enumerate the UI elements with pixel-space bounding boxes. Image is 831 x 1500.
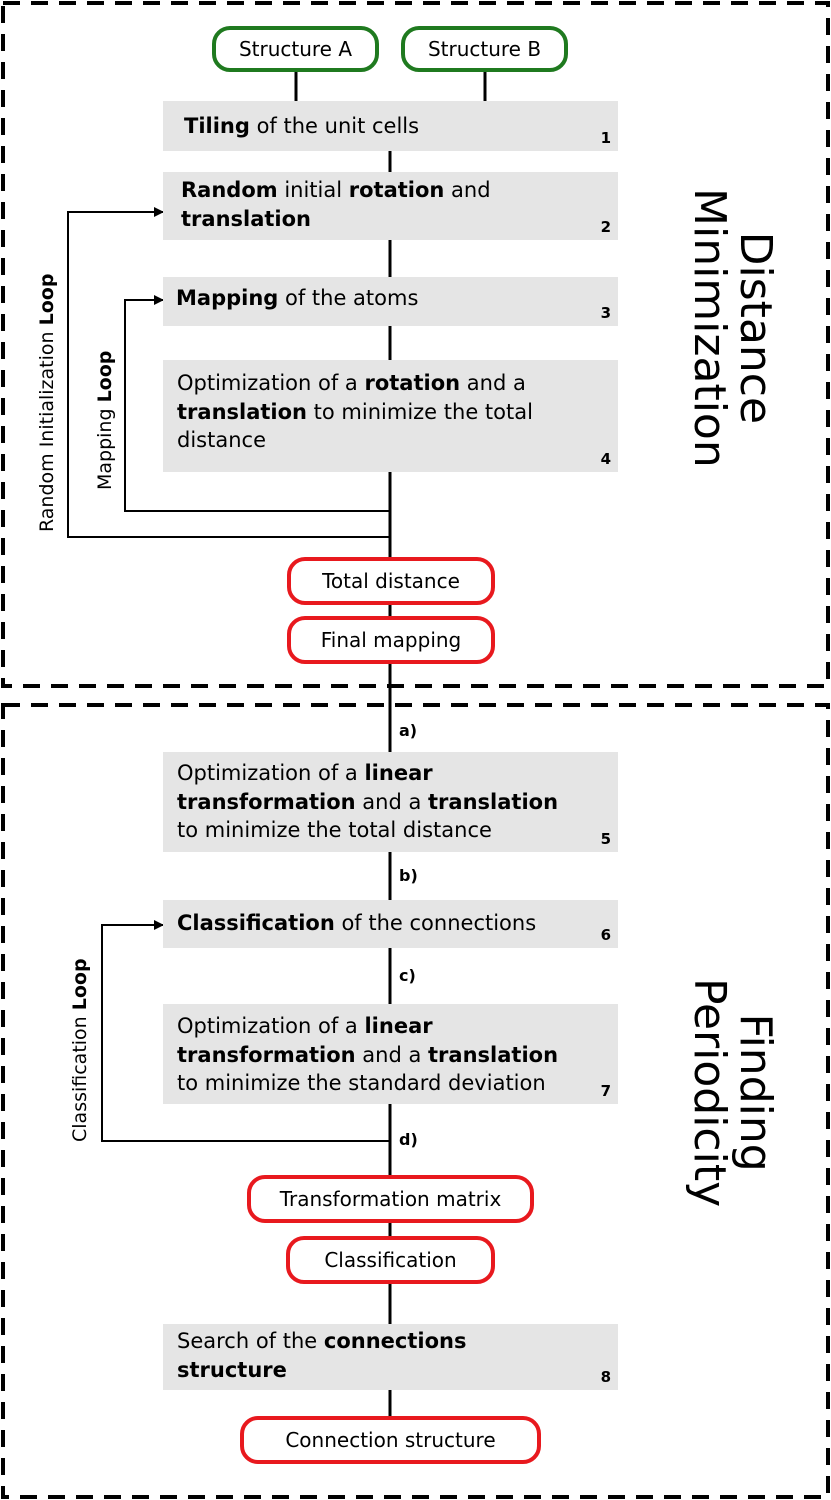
step-6-text: Classification of the connections — [177, 911, 537, 935]
finding-periodicity-title: Finding Periodicity — [684, 978, 781, 1208]
step-1-tiling — [163, 101, 618, 151]
structure-a-node: Structure A — [212, 26, 379, 72]
step-5-text: Optimization of a linear transformation and a translation to minimize the total distance — [177, 761, 559, 842]
random-initialization-loop-label: Random Initialization Loop — [36, 273, 58, 532]
step-7-number: 7 — [600, 1082, 611, 1100]
step-8-text: Search of the connections structure — [177, 1329, 467, 1382]
step-3-mapping — [163, 277, 618, 326]
step-2-text: Random initial rotation and translation — [181, 178, 491, 231]
transformation-matrix-output: Transformation matrix — [247, 1175, 534, 1223]
step-8-search-connections — [163, 1324, 618, 1390]
mapping-loop-label: Mapping Loop — [94, 350, 116, 490]
label-c: c) — [399, 966, 416, 985]
final-mapping-output: Final mapping — [287, 616, 495, 664]
step-4-optimize-rotation — [163, 360, 618, 472]
step-1-text: Tiling of the unit cells — [184, 114, 420, 138]
step-3-number: 3 — [600, 304, 611, 322]
distance-minimization-title: Distance Minimization — [684, 188, 781, 468]
step-8-number: 8 — [600, 1368, 611, 1386]
step-1-number: 1 — [600, 129, 611, 147]
step-6-classification — [163, 900, 618, 948]
structure-b-node: Structure B — [401, 26, 568, 72]
step-4-number: 4 — [600, 450, 611, 468]
step-7-text: Optimization of a linear transformation and a translation to minimize the standard deviation — [177, 1014, 559, 1095]
label-d: d) — [399, 1130, 418, 1149]
step-6-number: 6 — [600, 926, 611, 944]
connection-structure-output: Connection structure — [240, 1416, 541, 1464]
step-4-text: Optimization of a rotation and a translation to minimize the total distance — [177, 371, 533, 452]
step-2-random-init — [163, 172, 618, 240]
classification-loop-label: Classification Loop — [69, 958, 91, 1142]
label-a: a) — [399, 721, 418, 740]
classification-output: Classification — [286, 1236, 495, 1284]
step-2-number: 2 — [600, 218, 611, 236]
step-3-text: Mapping of the atoms — [176, 286, 419, 310]
step-5-number: 5 — [600, 830, 611, 848]
step-7-optimize-std — [163, 1004, 618, 1104]
label-b: b) — [399, 866, 418, 885]
total-distance-output: Total distance — [287, 557, 495, 605]
step-5-optimize-linear — [163, 752, 618, 852]
